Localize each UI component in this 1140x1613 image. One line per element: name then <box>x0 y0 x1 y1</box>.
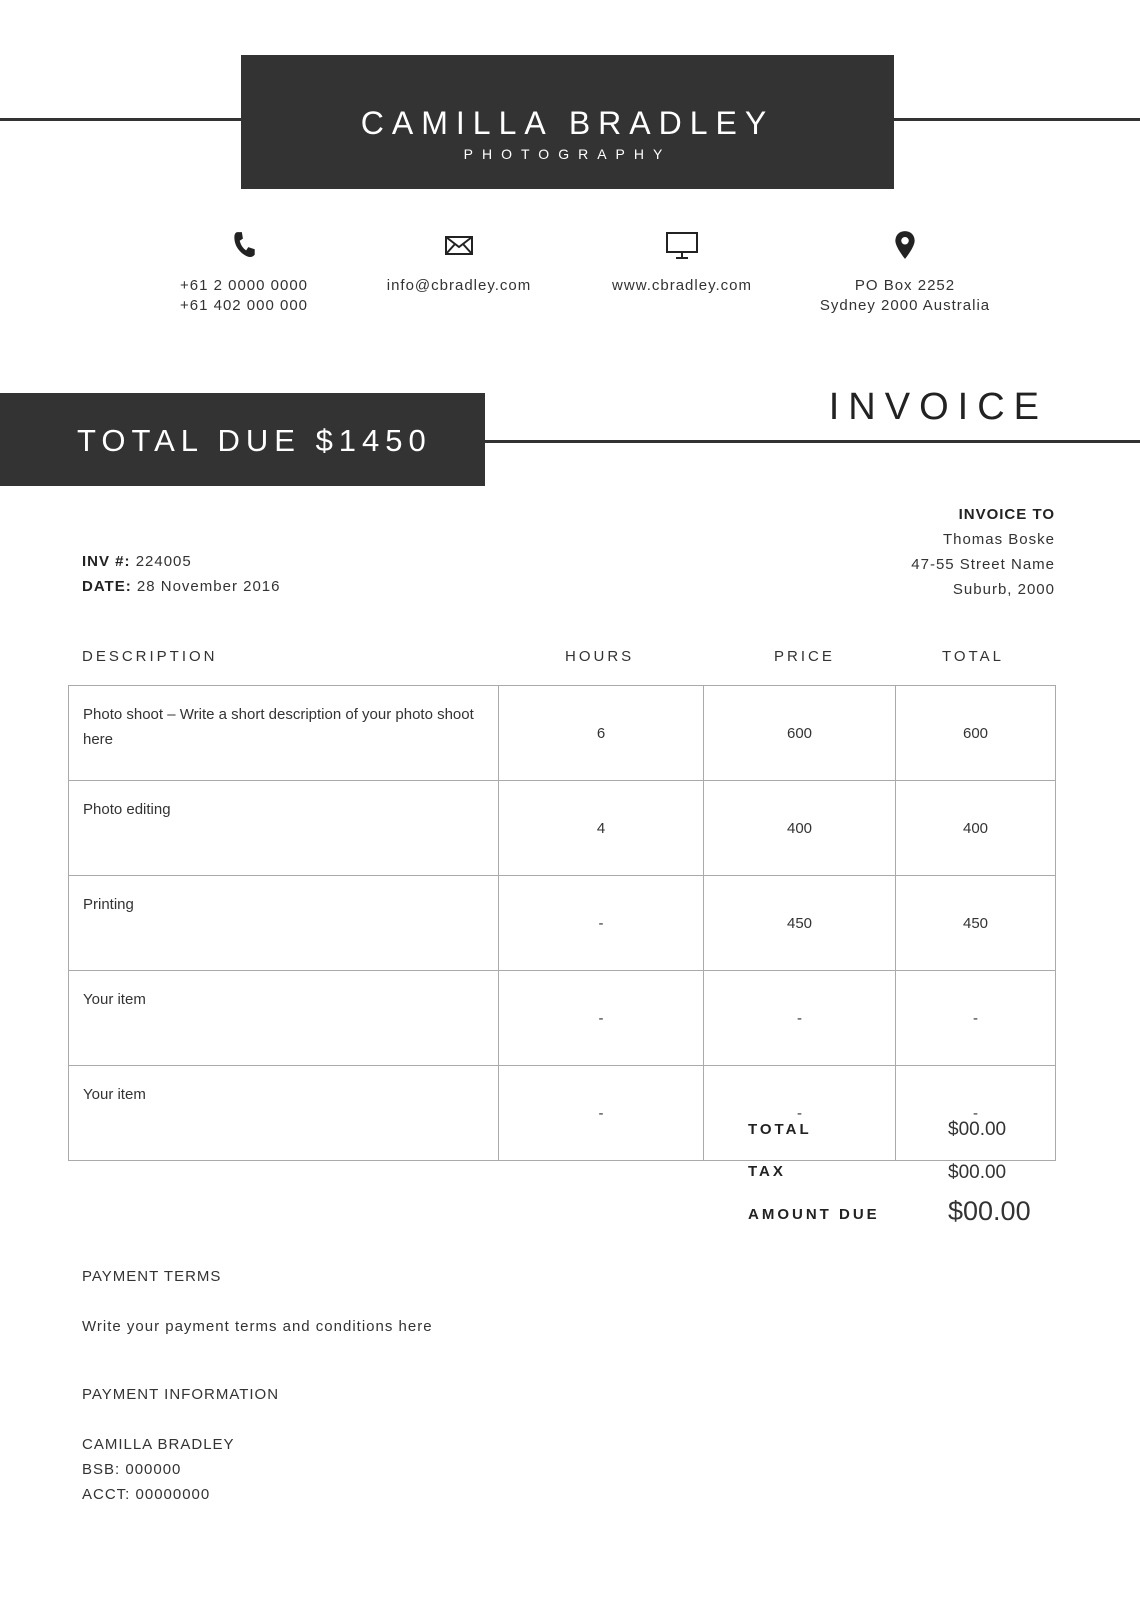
item-hours: 6 <box>499 686 704 781</box>
item-description: Photo shoot – Write a short description of your photo shoot here <box>69 686 499 781</box>
contact-email[interactable] <box>349 230 569 296</box>
phone-line-2: +61 402 000 000 <box>179 297 309 314</box>
email-address[interactable]: info@cbradley.com <box>386 277 532 294</box>
item-hours: - <box>499 971 704 1066</box>
table-row <box>69 781 1056 876</box>
invoice-to-heading: INVOICE TO <box>958 506 1055 523</box>
item-total: - <box>896 1066 1056 1161</box>
item-description: Printing <box>69 876 499 971</box>
invoice-number-value: 224005 <box>135 553 192 570</box>
header-rule-left <box>0 118 242 121</box>
item-price: - <box>704 971 896 1066</box>
website-url[interactable]: www.cbradley.com <box>612 277 752 294</box>
client-street: 47-55 Street Name <box>911 556 1055 573</box>
envelope-icon <box>444 230 474 260</box>
location-pin-icon <box>894 230 916 260</box>
payment-terms-text: Write your payment terms and conditions here <box>82 1318 433 1335</box>
payment-info-heading: PAYMENT INFORMATION <box>82 1386 280 1403</box>
item-total: 600 <box>896 686 1056 781</box>
summary-total-label: TOTAL <box>748 1121 812 1138</box>
total-due-text: TOTAL DUE $1450 <box>77 423 432 458</box>
table-row <box>69 686 1056 781</box>
invoice-date <box>82 578 280 595</box>
monitor-icon <box>665 230 699 260</box>
item-description: Photo editing <box>69 781 499 876</box>
invoice-title: INVOICE <box>828 386 1048 428</box>
item-hours: - <box>499 1066 704 1161</box>
contact-phone <box>134 230 354 316</box>
summary-total-value: $00.00 <box>948 1119 1007 1140</box>
item-description: Your item <box>69 971 499 1066</box>
summary-amount-due-label: AMOUNT DUE <box>748 1206 880 1223</box>
header-hours: HOURS <box>565 648 635 665</box>
brand-name: CAMILLA BRADLEY <box>360 105 775 141</box>
header-description: DESCRIPTION <box>82 648 218 665</box>
item-description: Your item <box>69 1066 499 1161</box>
item-price: 450 <box>704 876 896 971</box>
table-row <box>69 971 1056 1066</box>
table-row <box>69 876 1056 971</box>
invoice-number-label: INV #: <box>82 553 131 570</box>
line-items-table <box>68 685 1056 1161</box>
item-price: 400 <box>704 781 896 876</box>
payment-info-name: CAMILLA BRADLEY <box>82 1436 235 1453</box>
phone-icon <box>231 230 257 260</box>
total-due-rule <box>484 440 1140 443</box>
payment-info-acct: ACCT: 00000000 <box>82 1486 211 1503</box>
address-line-2: Sydney 2000 Australia <box>819 297 991 314</box>
summary-tax-value: $00.00 <box>948 1162 1007 1183</box>
summary-tax-label: TAX <box>748 1163 786 1180</box>
item-total: 400 <box>896 781 1056 876</box>
payment-terms-heading: PAYMENT TERMS <box>82 1268 222 1285</box>
client-suburb: Suburb, 2000 <box>952 581 1055 598</box>
brand-subtitle: PHOTOGRAPHY <box>463 146 672 162</box>
invoice-number <box>82 553 192 570</box>
item-price: 600 <box>704 686 896 781</box>
phone-line-1: +61 2 0000 0000 <box>179 277 309 294</box>
item-total: 450 <box>896 876 1056 971</box>
brand-banner <box>241 55 894 189</box>
summary-amount-due-value: $00.00 <box>948 1196 1031 1226</box>
header-total: TOTAL <box>942 648 1004 665</box>
table-row <box>69 1066 1056 1161</box>
header-price: PRICE <box>774 648 835 665</box>
contact-address <box>795 230 1015 316</box>
invoice-date-value: 28 November 2016 <box>136 578 281 595</box>
client-name: Thomas Boske <box>942 531 1055 548</box>
address-line-1: PO Box 2252 <box>854 277 956 294</box>
contact-website[interactable] <box>572 230 792 296</box>
item-hours: - <box>499 876 704 971</box>
item-total: - <box>896 971 1056 1066</box>
total-due-banner <box>0 393 485 486</box>
invoice-date-label: DATE: <box>82 578 132 595</box>
item-price: - <box>704 1066 896 1161</box>
item-hours: 4 <box>499 781 704 876</box>
payment-info-bsb: BSB: 000000 <box>82 1461 182 1478</box>
header-rule-right <box>893 118 1140 121</box>
